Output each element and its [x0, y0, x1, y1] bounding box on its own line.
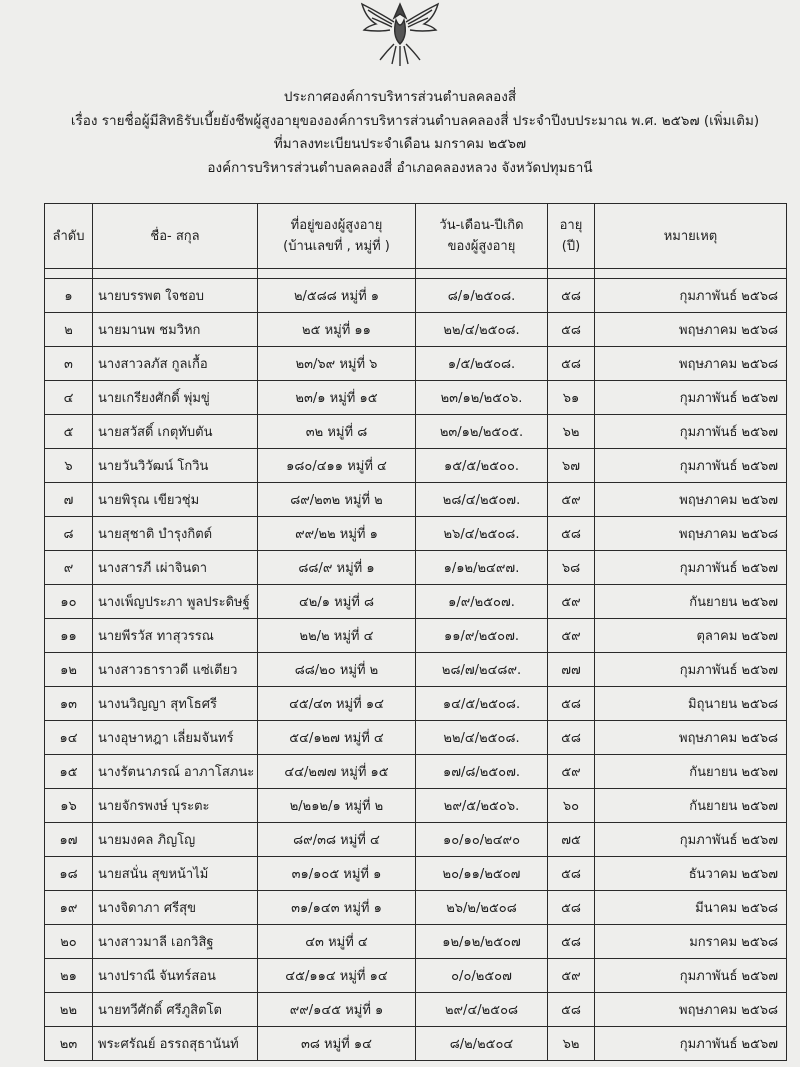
cell-dob: ๒๓/๑๒/๒๕๐๖. [416, 381, 548, 415]
cell-dob: ๘/๒/๒๕๐๔ [416, 1027, 548, 1061]
cell-dob: ๑๒/๑๒/๒๕๐๗ [416, 925, 548, 959]
table-row [45, 687, 787, 721]
gap-cell [93, 269, 258, 279]
cell-name: นายพีรวัส ทาสุวรรณ [93, 619, 258, 653]
cell-no: ๔ [45, 381, 93, 415]
cell-name: นางสารภี เผ่าจินดา [93, 551, 258, 585]
table-row [45, 381, 787, 415]
cell-age: ๕๙ [548, 959, 595, 993]
cell-name: นายพิรุณ เขียวชุ่ม [93, 483, 258, 517]
table-row [45, 755, 787, 789]
col-header-address-line1: ที่อยู่ของผู้สูงอายุ [290, 218, 383, 233]
cell-address: ๓๑/๑๔๓ หมู่ที่ ๑ [258, 891, 416, 925]
cell-note: กันยายน ๒๕๖๗ [595, 755, 787, 789]
cell-name: นางเพ็ญประภา พูลประดิษฐ์ [93, 585, 258, 619]
table-row [45, 653, 787, 687]
cell-dob: ๒๖/๔/๒๕๐๘. [416, 517, 548, 551]
table-row [45, 1027, 787, 1061]
gap-cell [416, 269, 548, 279]
cell-address: ๓๒ หมู่ที่ ๘ [258, 415, 416, 449]
cell-name: นายบรรพต ใจชอบ [93, 279, 258, 313]
cell-address: ๒/๒๑๒/๑ หมู่ที่ ๒ [258, 789, 416, 823]
cell-dob: ๑๐/๑๐/๒๔๙๐ [416, 823, 548, 857]
cell-no: ๑๖ [45, 789, 93, 823]
header-subject: เรื่อง รายชื่อผู้มีสิทธิรับเบี้ยยังชีพผู้สูงอายุขององค์การบริหารส่วนตำบลคลองสี่ ประจำปีงบประมาณ พ.ศ. ๒๕๖๗ (เพิ่มเติม) [70, 112, 760, 129]
cell-name: พระศรัณย์ อรรถสุธานันท์ [93, 1027, 258, 1061]
cell-age: ๕๘ [548, 925, 595, 959]
cell-note: กุมภาพันธ์ ๒๕๖๗ [595, 551, 787, 585]
cell-age: ๕๘ [548, 993, 595, 1027]
cell-note: กันยายน ๒๕๖๗ [595, 585, 787, 619]
cell-age: ๕๘ [548, 279, 595, 313]
table-row [45, 823, 787, 857]
cell-note: กันยายน ๒๕๖๗ [595, 789, 787, 823]
cell-note: พฤษภาคม ๒๕๖๗ [595, 483, 787, 517]
cell-note: ธันวาคม ๒๕๖๗ [595, 857, 787, 891]
cell-name: นางสาวลภัส กูลเกื้อ [93, 347, 258, 381]
col-header-no: ลำดับ [45, 204, 93, 269]
cell-address: ๒๕ หมู่ที่ ๑๑ [258, 313, 416, 347]
col-header-age-line2: (ปี) [561, 239, 581, 254]
cell-no: ๒๒ [45, 993, 93, 1027]
cell-note: กุมภาพันธ์ ๒๕๖๗ [595, 449, 787, 483]
cell-age: ๗๕ [548, 823, 595, 857]
cell-name: นายจักรพงษ์ บุระตะ [93, 789, 258, 823]
cell-dob: ๐/๐/๒๕๐๗ [416, 959, 548, 993]
cell-name: นายทวีศักดิ์ ศรีภูสิตโต [93, 993, 258, 1027]
header-organization: องค์การบริหารส่วนตำบลคลองสี่ อำเภอคลองหลวง จังหวัดปทุมธานี [207, 159, 593, 176]
cell-address: ๒๓/๖๙ หมู่ที่ ๖ [258, 347, 416, 381]
table-row [45, 517, 787, 551]
table-row [45, 415, 787, 449]
cell-note: พฤษภาคม ๒๕๖๘ [595, 347, 787, 381]
header-gap-row [45, 269, 787, 279]
cell-note: กุมภาพันธ์ ๒๕๖๗ [595, 653, 787, 687]
cell-name: นายมงคล ภิญโญ [93, 823, 258, 857]
cell-address: ๔๔/๒๗๗ หมู่ที่ ๑๕ [258, 755, 416, 789]
table-row [45, 789, 787, 823]
cell-age: ๕๘ [548, 347, 595, 381]
table-row [45, 891, 787, 925]
cell-address: ๕๔/๑๒๗ หมู่ที่ ๔ [258, 721, 416, 755]
cell-note: พฤษภาคม ๒๕๖๘ [595, 313, 787, 347]
cell-note: พฤษภาคม ๒๕๖๘ [595, 721, 787, 755]
cell-address: ๙๙/๒๒ หมู่ที่ ๑ [258, 517, 416, 551]
cell-no: ๑๓ [45, 687, 93, 721]
table-row [45, 993, 787, 1027]
cell-age: ๕๘ [548, 517, 595, 551]
announcement-header [0, 86, 800, 180]
cell-dob: ๒๙/๔/๒๕๐๘ [416, 993, 548, 1027]
col-header-dob-line1: วัน-เดือน-ปีเกิด [439, 218, 524, 233]
cell-note: กุมภาพันธ์ ๒๕๖๗ [595, 823, 787, 857]
table-row [45, 619, 787, 653]
cell-name: นายสุชาติ บำรุงกิตต์ [93, 517, 258, 551]
cell-age: ๖๒ [548, 415, 595, 449]
cell-age: ๕๘ [548, 891, 595, 925]
cell-address: ๒/๕๘๘ หมู่ที่ ๑ [258, 279, 416, 313]
cell-dob: ๒๖/๒/๒๕๐๘ [416, 891, 548, 925]
cell-age: ๕๘ [548, 687, 595, 721]
cell-no: ๒ [45, 313, 93, 347]
cell-note: พฤษภาคม ๒๕๖๘ [595, 993, 787, 1027]
cell-dob: ๘/๑/๒๕๐๘. [416, 279, 548, 313]
cell-name: นางสาวมาลี เอกวิสิฐ [93, 925, 258, 959]
beneficiary-table [44, 203, 787, 1061]
cell-name: นางจิดาภา ศรีสุข [93, 891, 258, 925]
header-registration-month: ที่มาลงทะเบียนประจำเดือน มกราคม ๒๕๖๗ [273, 136, 527, 152]
cell-age: ๕๘ [548, 721, 595, 755]
cell-age: ๕๙ [548, 585, 595, 619]
header-title: ประกาศองค์การบริหารส่วนตำบลคลองสี่ [283, 89, 517, 105]
table-row [45, 347, 787, 381]
cell-age: ๖๗ [548, 449, 595, 483]
cell-address: ๔๒/๑ หมู่ที่ ๘ [258, 585, 416, 619]
cell-note: กุมภาพันธ์ ๒๕๖๘ [595, 279, 787, 313]
cell-name: นายมานพ ชมวิหก [93, 313, 258, 347]
cell-name: นางอุษาหฎา เลี่ยมจันทร์ [93, 721, 258, 755]
cell-age: ๖๘ [548, 551, 595, 585]
cell-age: ๖๐ [548, 789, 595, 823]
cell-no: ๑๔ [45, 721, 93, 755]
cell-dob: ๒๙/๕/๒๕๐๖. [416, 789, 548, 823]
cell-address: ๒๓/๑ หมู่ที่ ๑๕ [258, 381, 416, 415]
cell-no: ๑๗ [45, 823, 93, 857]
cell-address: ๘๙/๓๘ หมู่ที่ ๔ [258, 823, 416, 857]
col-header-dob [416, 204, 548, 269]
table-row [45, 483, 787, 517]
cell-address: ๔๕/๔๓ หมู่ที่ ๑๔ [258, 687, 416, 721]
cell-no: ๑๙ [45, 891, 93, 925]
cell-note: พฤษภาคม ๒๕๖๘ [595, 517, 787, 551]
col-header-note: หมายเหตุ [595, 204, 787, 269]
cell-dob: ๑๔/๕/๒๕๐๘. [416, 687, 548, 721]
col-header-age-line1: อายุ [559, 218, 583, 233]
cell-dob: ๑/๕/๒๕๐๘. [416, 347, 548, 381]
table-row [45, 721, 787, 755]
cell-name: นายวันวิวัฒน์ โกวิน [93, 449, 258, 483]
cell-note: กุมภาพันธ์ ๒๕๖๗ [595, 381, 787, 415]
cell-no: ๒๐ [45, 925, 93, 959]
table-row [45, 449, 787, 483]
cell-no: ๙ [45, 551, 93, 585]
cell-address: ๔๓ หมู่ที่ ๔ [258, 925, 416, 959]
cell-name: นายสวัสดิ์ เกตุทับตัน [93, 415, 258, 449]
gap-cell [45, 269, 93, 279]
garuda-emblem-icon [356, 0, 444, 68]
col-header-age [548, 204, 595, 269]
cell-dob: ๒๒/๔/๒๕๐๘. [416, 313, 548, 347]
cell-note: ตุลาคม ๒๕๖๗ [595, 619, 787, 653]
col-header-dob-line2: ของผู้สูงอายุ [447, 239, 516, 254]
cell-no: ๑๘ [45, 857, 93, 891]
cell-age: ๕๘ [548, 313, 595, 347]
cell-address: ๘๙/๒๓๒ หมู่ที่ ๒ [258, 483, 416, 517]
table-row [45, 551, 787, 585]
col-header-address [258, 204, 416, 269]
cell-no: ๘ [45, 517, 93, 551]
col-header-name: ชื่อ- สกุล [93, 204, 258, 269]
cell-name: นางปราณี จันทร์สอน [93, 959, 258, 993]
col-header-address-line2: (บ้านเลขที่ , หมู่ที่ ) [283, 239, 390, 254]
cell-dob: ๒๘/๔/๒๕๐๗. [416, 483, 548, 517]
table-row [45, 925, 787, 959]
cell-name: นายเกรียงศักดิ์ พุ่มขู่ [93, 381, 258, 415]
cell-address: ๑๘๐/๔๑๑ หมู่ที่ ๔ [258, 449, 416, 483]
cell-note: กุมภาพันธ์ ๒๕๖๗ [595, 1027, 787, 1061]
cell-dob: ๑/๑๒/๒๔๙๗. [416, 551, 548, 585]
cell-address: ๘๘/๙ หมู่ที่ ๑ [258, 551, 416, 585]
cell-dob: ๑๗/๘/๒๕๐๗. [416, 755, 548, 789]
cell-age: ๗๗ [548, 653, 595, 687]
cell-age: ๕๘ [548, 857, 595, 891]
gap-cell [595, 269, 787, 279]
cell-dob: ๑๑/๙/๒๕๐๗. [416, 619, 548, 653]
cell-address: ๓๘ หมู่ที่ ๑๔ [258, 1027, 416, 1061]
cell-dob: ๒๘/๗/๒๔๘๙. [416, 653, 548, 687]
cell-dob: ๑/๙/๒๕๐๗. [416, 585, 548, 619]
cell-name: นางรัตนาภรณ์ อาภาโสภนะ [93, 755, 258, 789]
cell-dob: ๒๓/๑๒/๒๕๐๕. [416, 415, 548, 449]
cell-no: ๖ [45, 449, 93, 483]
cell-address: ๙๙/๑๔๕ หมู่ที่ ๑ [258, 993, 416, 1027]
cell-address: ๘๘/๒๐ หมู่ที่ ๒ [258, 653, 416, 687]
cell-age: ๖๑ [548, 381, 595, 415]
cell-dob: ๒๐/๑๑/๒๕๐๗ [416, 857, 548, 891]
cell-dob: ๑๕/๕/๒๕๐๐. [416, 449, 548, 483]
table-row [45, 959, 787, 993]
cell-no: ๕ [45, 415, 93, 449]
table-row [45, 279, 787, 313]
cell-note: กุมภาพันธ์ ๒๕๖๗ [595, 415, 787, 449]
cell-address: ๔๕/๑๑๔ หมู่ที่ ๑๔ [258, 959, 416, 993]
cell-note: มกราคม ๒๕๖๘ [595, 925, 787, 959]
cell-name: นางนวิญญา สุทโธศรี [93, 687, 258, 721]
cell-note: มิถุนายน ๒๕๖๘ [595, 687, 787, 721]
table-row [45, 585, 787, 619]
cell-no: ๗ [45, 483, 93, 517]
cell-age: ๕๙ [548, 755, 595, 789]
cell-address: ๓๑/๑๐๕ หมู่ที่ ๑ [258, 857, 416, 891]
cell-name: นายสนั่น สุขหน้าไม้ [93, 857, 258, 891]
table-row [45, 313, 787, 347]
cell-age: ๖๒ [548, 1027, 595, 1061]
cell-no: ๑ [45, 279, 93, 313]
gap-cell [258, 269, 416, 279]
cell-no: ๒๑ [45, 959, 93, 993]
table-header-row [45, 204, 787, 269]
cell-age: ๕๙ [548, 619, 595, 653]
cell-no: ๑๑ [45, 619, 93, 653]
cell-no: ๑๒ [45, 653, 93, 687]
cell-dob: ๒๒/๔/๒๕๐๘. [416, 721, 548, 755]
cell-note: กุมภาพันธ์ ๒๕๖๗ [595, 959, 787, 993]
table-row [45, 857, 787, 891]
cell-note: มีนาคม ๒๕๖๘ [595, 891, 787, 925]
cell-no: ๒๓ [45, 1027, 93, 1061]
cell-no: ๑๕ [45, 755, 93, 789]
gap-cell [548, 269, 595, 279]
cell-name: นางสาวธาราวดี แซ่เตียว [93, 653, 258, 687]
cell-no: ๓ [45, 347, 93, 381]
cell-no: ๑๐ [45, 585, 93, 619]
cell-address: ๒๒/๒ หมู่ที่ ๔ [258, 619, 416, 653]
cell-age: ๕๙ [548, 483, 595, 517]
